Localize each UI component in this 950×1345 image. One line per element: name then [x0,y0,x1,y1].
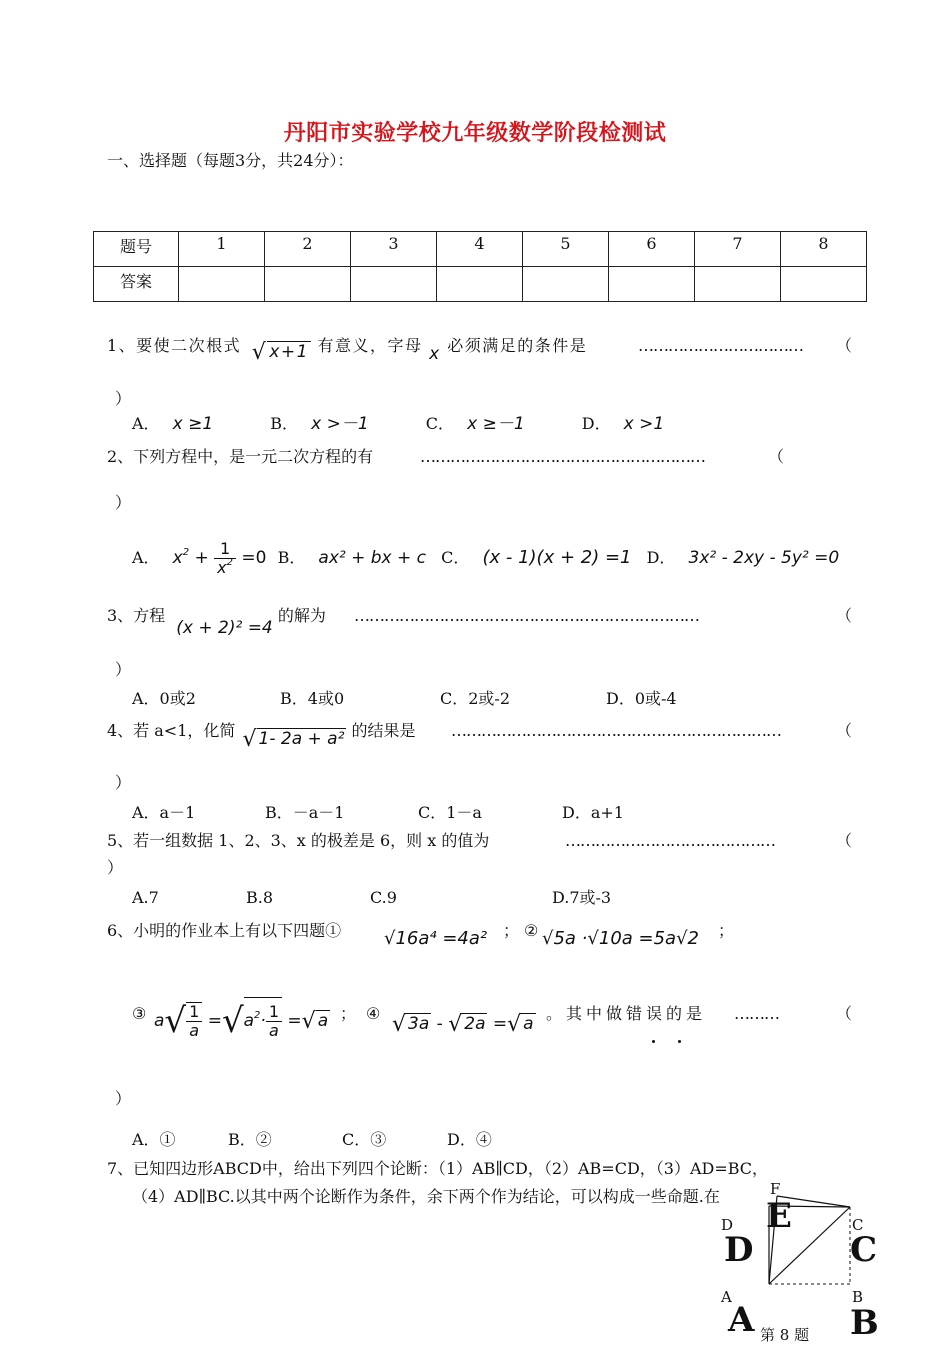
emphasis-dot [652,1040,655,1043]
variable: x [429,344,441,364]
table-header-row [94,232,867,267]
question-7-line-2: （4）AD∥BC.以其中两个论断作为条件，余下两个作为结论，可以构成一些命题.在 [132,1187,720,1206]
paren-open: （ [836,1004,853,1023]
point-label-large: D [724,1230,754,1270]
table-cell: 2 [265,232,351,267]
paren-open: （ [836,606,853,625]
table-answer-row [94,267,867,302]
option-d[interactable]: x >1 [623,414,665,434]
table-cell: 4 [437,232,523,267]
question-text: 。其中做错误的是 [546,1004,707,1023]
table-cell: 7 [695,232,781,267]
option-b[interactable]: B．4或0 [280,689,345,708]
answer-cell[interactable] [351,267,437,302]
dots: …………………………………………………………… [354,606,699,625]
separator: ； [340,1004,357,1023]
paren-close: ） [107,858,124,877]
option-a[interactable]: x ≥1 [172,414,214,434]
option-a[interactable]: A．0或2 [132,689,196,708]
paren-open: （ [836,721,853,740]
paren-open: （ [836,336,853,355]
section-heading: 一、选择题（每题3分，共24分）： [107,151,354,170]
point-label-large: E [766,1196,792,1236]
point-label: A [721,1288,732,1306]
paren-close: ） [115,773,132,792]
option-c[interactable]: C．2或-2 [440,689,511,708]
question-2: 2、下列方程中，是一元二次方程的有 [107,447,374,466]
question-4 [107,721,416,752]
table-cell: 6 [609,232,695,267]
separator: ； [503,921,520,940]
option-c[interactable]: C．1－a [418,803,482,822]
figure-caption: 第 8 题 [760,1326,810,1344]
paren-open: （ [768,447,785,466]
expression-2: √5a ·√10a =5a√2 [542,928,700,949]
sqrt-expression: √ x+1 [251,340,309,365]
paren-close: ） [115,660,132,679]
paren-close: ） [115,493,132,512]
option-d[interactable]: D．④ [447,1130,492,1149]
option-d[interactable]: 3x² - 2xy - 5y² =0 [688,548,840,568]
point-label-large: A [728,1300,755,1340]
question-3 [107,606,326,638]
option-label: D． [646,548,676,567]
expression-4: √ 3a - √ 2a =√ a [392,1012,534,1037]
option-b[interactable]: B．② [228,1130,272,1149]
point-label: F [770,1180,781,1198]
emphasis-dot [678,1040,681,1043]
item-mark: ② [524,921,539,940]
question-text: 的结果是 [351,721,416,740]
paren-open: （ [836,831,853,850]
table-cell: 8 [781,232,867,267]
q1-options [132,414,664,434]
answer-cell[interactable] [265,267,351,302]
option-d[interactable]: D．a+1 [562,803,624,822]
option-label: B． [277,548,306,567]
answer-cell[interactable] [523,267,609,302]
answer-table [93,231,867,302]
dots: ………………………………………………… [420,447,705,466]
option-label: D． [581,414,611,433]
item-mark: ③ [132,1004,147,1023]
point-label: C [852,1216,864,1234]
question-text: 的解为 [277,606,326,625]
option-d[interactable]: D．0或-4 [606,689,677,708]
question-7-line-1: 7、已知四边形ABCD中，给出下列四个论断：（1）AB∥CD，（2）AB=CD，（3）AD=BC， [107,1159,769,1178]
option-a[interactable]: A.7 [132,888,159,907]
option-a[interactable]: $x^2$ + $\frac{1}{x^2}$ =0 [172,538,267,577]
point-label: D [721,1216,734,1234]
table-cell: 题号 [94,232,179,267]
option-b[interactable]: ax² + bx + c [318,548,427,568]
question-5: 5、若一组数据 1、2、3、x 的极差是 6，则 x 的值为 [107,831,490,850]
option-label: B． [270,414,299,433]
option-a[interactable]: A．① [132,1130,176,1149]
question-text: 1、要使二次根式 [107,336,242,355]
option-label: A． [132,548,160,567]
radicand: 1- 2a + a² [258,729,345,749]
expression-1: √16a⁴ =4a² [384,928,488,949]
paren-close: ） [115,1089,132,1108]
equation: (x + 2)² =4 [176,618,273,638]
question-6: 6、小明的作业本上有以下四题① [107,921,342,940]
answer-cell[interactable] [781,267,867,302]
option-a[interactable]: A．a－1 [132,803,196,822]
table-cell: 答案 [94,267,179,302]
dots: ………………………………………………………… [451,721,781,740]
option-d[interactable]: D.7或-3 [552,888,612,907]
point-label-large: B [850,1303,879,1343]
question-1 [107,336,587,364]
option-c[interactable]: C.9 [370,888,397,907]
q2-options [132,533,839,583]
radicand: x+1 [269,342,309,362]
expression-3: a√ $\frac{1}{a}$ $=√a^2\cdot$ $\frac{1}{a}$ =√ a [154,997,330,1043]
fraction-numerator: 1 [214,540,236,559]
question-text: 必须满足的条件是 [447,336,588,355]
option-b[interactable]: B．－a－1 [265,803,345,822]
answer-cell[interactable] [695,267,781,302]
option-c[interactable]: (x - 1)(x + 2) =1 [482,547,632,568]
option-b[interactable]: B.8 [246,888,274,907]
point-label: B [852,1288,864,1306]
answer-cell[interactable] [437,267,523,302]
question-text: 3、方程 [107,606,166,625]
option-label: A． [132,414,160,433]
table-cell: 3 [351,232,437,267]
option-b[interactable]: x >－1 [311,414,369,434]
separator: ； [718,921,735,940]
answer-cell[interactable] [609,267,695,302]
option-label: C． [425,414,455,433]
table-cell: 5 [523,232,609,267]
item-mark: ④ [366,1004,381,1023]
dots: …………………………………… [565,831,775,850]
dots: …………………………… [638,336,803,355]
option-c[interactable]: C．③ [342,1130,387,1149]
table-cell: 1 [179,232,265,267]
answer-cell[interactable] [179,267,265,302]
point-label-large: C [850,1230,878,1270]
paren-close: ） [115,389,132,408]
option-c[interactable]: x ≥－1 [467,414,525,434]
dots: ……… [734,1004,779,1023]
page-title: 丹阳市实验学校九年级数学阶段检测试 [283,120,667,146]
question-text: 4、若 a<1，化简 [107,721,236,740]
sqrt-expression: √ 1- 2a + a² [242,727,345,752]
question-text: 有意义，字母 [317,336,423,355]
option-label: C． [441,548,470,567]
